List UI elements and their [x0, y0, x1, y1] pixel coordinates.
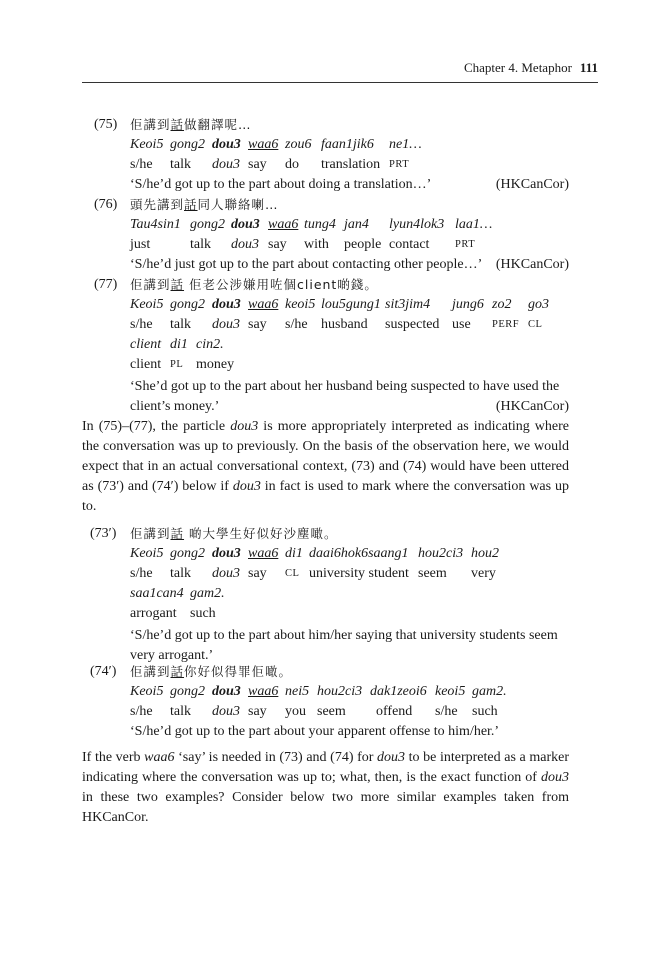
gloss-line: s/he talk dou3 say do translation PRT	[130, 157, 410, 172]
translation-line: ‘S/he’d got up to the part about your apparent offense to him/her.’	[130, 724, 500, 739]
underlined-word: 話	[184, 197, 198, 212]
body-paragraph: In (75)–(77), the particle dou3 is more appropriately interpreted as indicating where the conversation was up to previously. On the basis of the observation here, we would expect that in an actual conversational context, (73) and (74) would have been uttered as (73′) and (74′) below if dou3 in fact is used to mark where the conversation was up to.	[82, 419, 569, 514]
source-label: (HKCanCor)	[495, 257, 569, 272]
gloss-line: just talk dou3 say with people contact PRT	[130, 237, 476, 252]
translation-line: ‘S/he’d got up to the part about him/her saying that university students seem very arrogant.’	[130, 628, 558, 663]
underlined-word: 話	[170, 117, 185, 132]
page-number: 111	[579, 60, 598, 75]
chinese-line: 佢講到話 佢老公涉嫌用咗個client啲錢。	[130, 277, 378, 292]
gloss-line: s/he talk dou3 say s/he husband suspected use PERF CL	[130, 317, 543, 332]
chinese-line: 佢講到話你好似得罪佢噉。	[130, 664, 293, 679]
translation-line: ‘She’d got up to the part about her husband being suspected to have used the client’s money.’ (HKCanCor)	[130, 377, 569, 417]
romanization-line: Tau4sin1 gong2 dou3 waa6 tung4 jan4 lyun4lok3 laa1…	[130, 217, 493, 232]
chinese-line: 佢講到話 啲大學生好似好沙塵噉。	[130, 526, 338, 541]
romanization-line: Keoi5 gong2 dou3 waa6 zou6 faan1jik6 ne1…	[130, 137, 422, 152]
romanization-line: saa1can4 gam2.	[130, 586, 225, 601]
body-paragraph: If the verb waa6 ‘say’ is needed in (73) and (74) for dou3 to be interpreted as a marker indicating where the conversation was up to; what, then, is the exact function of dou3 in these two examples? Consider below two more similar examples taken from HKCanCor.	[82, 750, 569, 825]
translation-line: ‘S/he’d got up to the part about doing a translation…’ (HKCanCor)	[130, 175, 569, 195]
running-header	[82, 58, 598, 83]
gloss-line: s/he talk dou3 say you seem offend s/he such	[130, 704, 498, 719]
gloss-line: s/he talk dou3 say CL university student seem very	[130, 566, 496, 581]
example-number: (73′)	[90, 526, 117, 541]
romanization-line: client di1 cin2.	[130, 337, 224, 352]
example-number: (74′)	[90, 664, 117, 679]
chinese-line: 頭先講到話同人聯絡喇…	[130, 197, 279, 212]
chapter-title: Chapter 4. Metaphor	[463, 60, 572, 75]
romanization-line: Keoi5 gong2 dou3 waa6 nei5 hou2ci3 dak1zeoi6 keoi5 gam2.	[130, 684, 507, 699]
underlined-word: 話	[170, 664, 185, 679]
underlined-word: 話	[170, 277, 185, 292]
source-label: (HKCanCor)	[495, 177, 569, 192]
translation-line: ‘S/he’d just got up to the part about contacting other people…’ (HKCanCor)	[130, 255, 569, 275]
source-label: (HKCanCor)	[495, 399, 569, 414]
romanization-line: Keoi5 gong2 dou3 waa6 keoi5 lou5gung1 sit3jim4 jung6 zo2 go3	[130, 297, 549, 312]
example-number: (77)	[94, 277, 118, 292]
gloss-line: arrogant such	[130, 606, 216, 621]
underlined-word: 話	[170, 526, 185, 541]
romanization-line: Keoi5 gong2 dou3 waa6 di1 daai6hok6saang1 hou2ci3 hou2	[130, 546, 499, 561]
chinese-line: 佢講到話做翻譯呢…	[130, 117, 252, 132]
example-number: (75)	[94, 117, 118, 132]
gloss-line: client PL money	[130, 357, 235, 372]
example-number: (76)	[94, 197, 118, 212]
